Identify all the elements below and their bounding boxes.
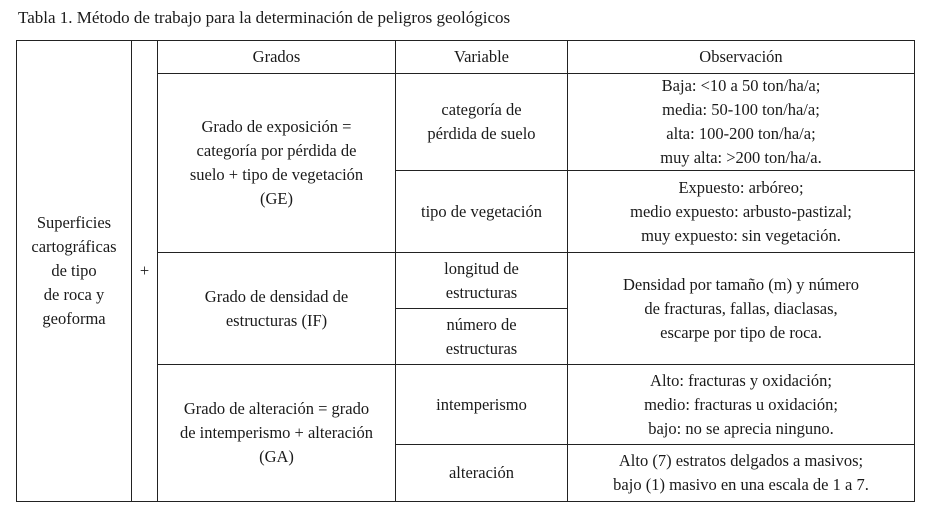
observacion-line: bajo (1) masivo en una escala de 1 a 7. [613,475,869,494]
observacion-line: media: 50-100 ton/ha/a; [662,100,820,119]
variable-line: tipo de vegetación [421,201,542,221]
observacion-cell [568,365,915,445]
plus-cell [132,41,158,502]
grado-line: Grado de densidad de [204,286,349,306]
observacion-line: medio: fracturas u oxidación; [644,394,838,414]
grado-line: suelo + tipo de vegetación [189,165,364,184]
variable-cell [396,309,568,365]
header-grados: Grados [158,41,396,74]
surface-line: de tipo [51,261,97,280]
grado-cell [158,253,396,365]
header-row [17,41,915,74]
observacion-cell [568,445,915,502]
variable-line: alteración [448,463,515,482]
observacion-cell [568,171,915,253]
variable-line: intemperismo [436,394,527,414]
grado-line: estructuras (IF) [225,310,328,330]
surface-line: de roca y [43,285,105,304]
variable-line: número de [446,314,517,334]
method-table [16,40,915,502]
grado-line: Grado de alteración = grado [183,399,370,418]
observacion-line: medio expuesto: arbusto-pastizal; [630,201,852,221]
variable-line: estructuras [445,282,518,302]
observacion-line: Densidad por tamaño (m) y número [623,274,859,294]
grado-cell [158,74,396,253]
grado-line: (GA) [259,447,294,466]
variable-cell [396,74,568,171]
observacion-cell [568,253,915,365]
plus-sign: + [139,261,150,280]
grado-line: categoría por pérdida de [196,141,357,160]
observacion-cell [568,74,915,171]
observacion-line: Alto (7) estratos delgados a masivos; [618,451,864,470]
grado-line: de intemperismo + alteración [179,423,374,442]
surface-line: Superficies [36,213,112,232]
header-variable: Variable [396,41,568,74]
observacion-line: muy expuesto: sin vegetación. [641,225,841,245]
observacion-line: Alto: fracturas y oxidación; [650,370,832,390]
grado-line: (GE) [260,189,293,208]
variable-line: pérdida de suelo [427,124,536,143]
variable-line: longitud de [444,258,519,278]
observacion-line: bajo: no se aprecia ninguno. [648,418,834,438]
variable-cell [396,253,568,309]
variable-line: estructuras [445,338,518,358]
variable-cell [396,445,568,502]
variable-cell [396,365,568,445]
surface-line: cartográficas [31,237,117,256]
observacion-line: escarpe por tipo de roca. [660,322,822,342]
surface-type-cell [17,41,132,502]
observacion-line: de fracturas, fallas, diaclasas, [644,298,838,318]
variable-cell [396,171,568,253]
observacion-line: Expuesto: arbóreo; [678,177,804,197]
grado-line: Grado de exposición = [201,117,352,136]
observacion-line: Baja: <10 a 50 ton/ha/a; [661,76,821,95]
surface-line: geoforma [42,309,106,328]
header-observacion: Observación [568,41,915,74]
table-caption: Tabla 1. Método de trabajo para la determinación de peligros geológicos [18,8,511,27]
observacion-line: muy alta: >200 ton/ha/a. [660,148,822,167]
grado-cell [158,365,396,502]
observacion-line: alta: 100-200 ton/ha/a; [666,124,816,143]
variable-line: categoría de [441,100,522,119]
